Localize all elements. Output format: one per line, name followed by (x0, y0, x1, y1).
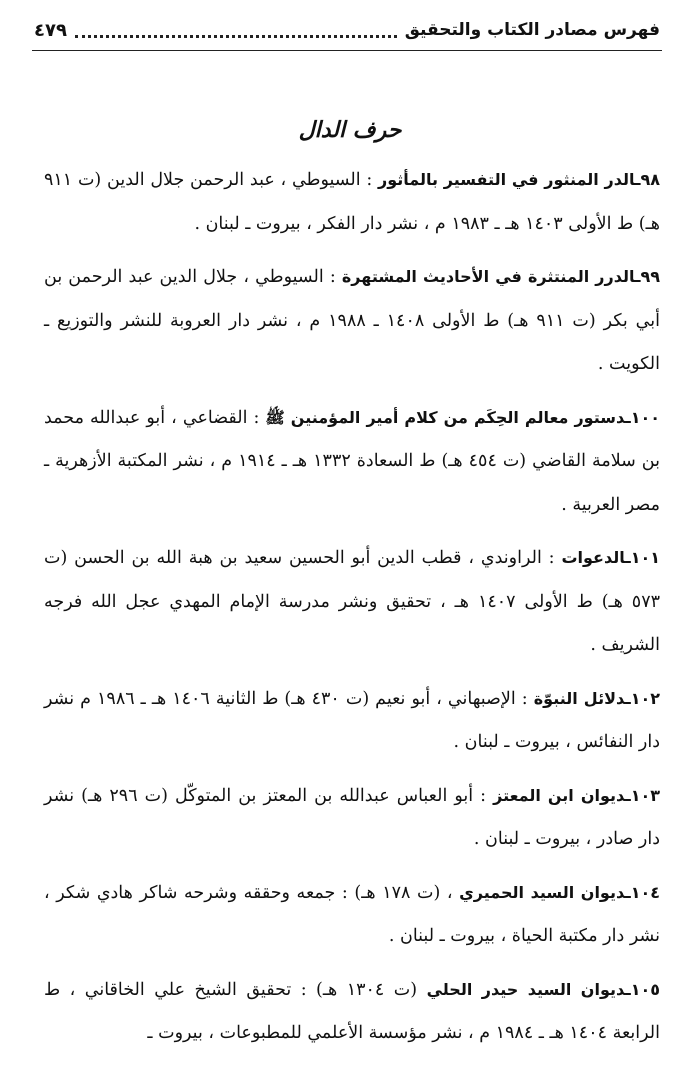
entry-title: الدرر المنتثرة في الأحاديث المشتهرة (341, 267, 635, 286)
entry-title: الدعوات (561, 548, 626, 567)
entry-number: ٩٨ـ (635, 170, 660, 189)
bibliography-entry (44, 396, 660, 528)
entry-title: الدر المنثور في التفسير بالمأثور (378, 170, 635, 189)
entry-text: ، (ت ١٧٨ هـ) : جمعه وحققه وشرحه شاكر هادي شكر ، نشر دار مكتبة الحياة ، بيروت ـ لبنان . (44, 882, 660, 946)
entry-number: ١٠٣ـ (625, 785, 661, 805)
entry-text: : السيوطي ، جلال الدين عبد الرحمن بن أبي بكر (ت ٩١١ هـ) ط الأولى ١٤٠٨ ـ ١٩٨٨ م ، نشر دار العروبة للنشر والتوزيع ـ الكويت . (44, 267, 660, 374)
entry-title: ديوان السيد حيدر الحلي (426, 979, 626, 999)
section-title: حرف الدال (298, 118, 402, 143)
bibliography-entry (44, 774, 660, 862)
bibliography-list (44, 158, 660, 1065)
entry-title: ديوان السيد الحميري (459, 882, 626, 902)
bibliography-entry (44, 158, 660, 246)
entry-text: : أبو العباس عبدالله بن المعتز بن المتوكّل (ت ٢٩٦ هـ) نشر دار صادر ، بيروت ـ لبنان . (44, 785, 660, 849)
entry-text: : القضاعي ، أبو عبدالله محمد بن سلامة القاضي (ت ٤٥٤ هـ) ط السعادة ١٣٣٢ هـ ـ ١٩١٤ م ، نشر المكتبة الأزهرية ـ مصر العربية . (44, 407, 660, 515)
leader-dots (75, 23, 397, 38)
entry-number: ١٠٥ـ (625, 979, 660, 999)
entry-number: ١٠١ـ (625, 548, 660, 567)
bibliography-entry (44, 677, 660, 765)
running-title: فهرس مصادر الكتاب والتحقيق (404, 20, 660, 40)
entry-text: (ت ١٣٠٤ هـ) : تحقيق الشيخ علي الخاقاني ، ط الرابعة ١٤٠٤ هـ ـ ١٩٨٤ م ، نشر مؤسسة الأعلمي للمطبوعات ، بيروت ـ (44, 979, 660, 1043)
entry-number: ١٠٤ـ (625, 882, 660, 902)
bibliography-entry (44, 968, 660, 1056)
bibliography-entry (44, 871, 660, 959)
entry-text: : السيوطي ، عبد الرحمن جلال الدين (ت ٩١١ هـ) ط الأولى ١٤٠٣ هـ ـ ١٩٨٣ م ، نشر دار الفكر ، بيروت ـ لبنان . (44, 170, 660, 234)
page-header (34, 14, 660, 46)
header-rule (32, 50, 662, 51)
entry-number: ١٠٠ـ (625, 407, 660, 427)
entry-title: دلائل النبوّة (533, 688, 626, 708)
bibliography-entry (44, 255, 660, 387)
entry-text: : الإصبهاني ، أبو نعيم (ت ٤٣٠ هـ) ط الثانية ١٤٠٦ هـ ـ ١٩٨٦ م نشر دار النفائس ، بيروت ـ لبنان . (44, 688, 660, 752)
entry-number: ٩٩ـ (634, 267, 660, 286)
entry-title: ديوان ابن المعتز (493, 785, 626, 805)
entry-text: : الراوندي ، قطب الدين أبو الحسين سعيد بن هبة الله بن الحسن (ت ٥٧٣ هـ) ط الأولى ١٤٠٧ هـ ، تحقيق ونشر مدرسة الإمام المهدي عجل الله فرجه الشريف . (44, 548, 660, 655)
entry-number: ١٠٢ـ (625, 688, 660, 708)
bibliography-entry (44, 536, 660, 668)
page-number: ٤٧٩ (34, 19, 67, 41)
entry-title: دستور معالم الحِكَم من كلام أمير المؤمنين ﷺ (265, 407, 626, 427)
